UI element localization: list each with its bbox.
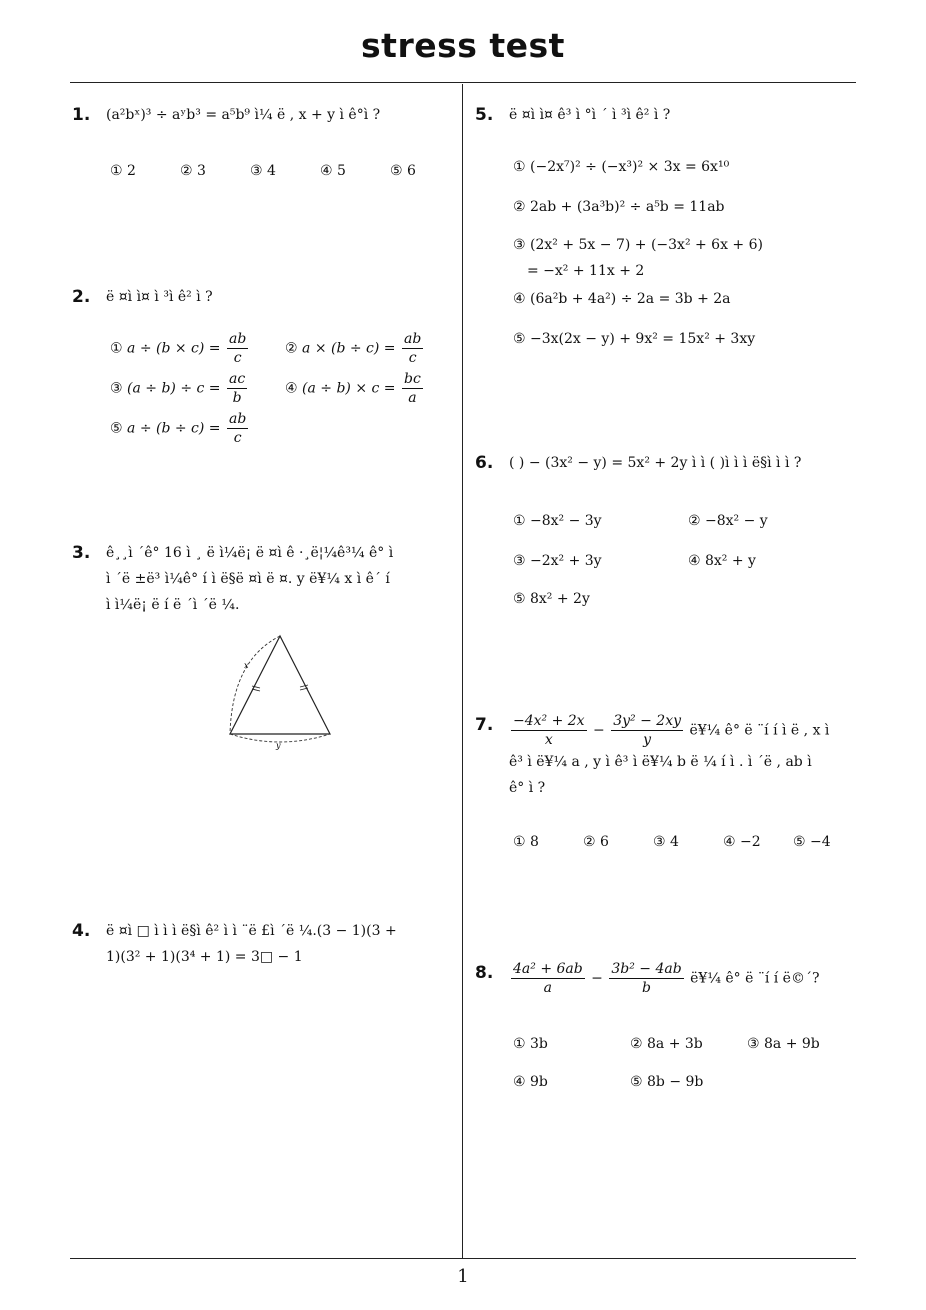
option-mark: ② [285, 340, 298, 357]
frac-num: bc [403, 371, 421, 387]
question-stem-line: ì ì¼ë¡ ë í ë ´ì ´ë ¼. [106, 597, 240, 613]
frac-den: b [642, 980, 651, 996]
page-number: 1 [457, 1266, 469, 1287]
question-5 [475, 102, 855, 354]
top-rule [70, 82, 856, 83]
question-stem: ë ¤ì ì¤ ì ³ì ê² ì ? [106, 289, 213, 305]
question-stem: (a²bˣ)³ ÷ aʸb³ = a⁵b⁹ ì¼ ë , x + y ì ê°ì ? [106, 107, 381, 123]
option-2[interactable]: ② −8x² − y [688, 513, 768, 529]
option-2[interactable] [285, 330, 425, 367]
question-number: 2. [72, 287, 91, 307]
question-number: 6. [475, 453, 494, 473]
option-mark: ④ [285, 380, 298, 397]
question-number: 4. [72, 921, 91, 941]
option-1[interactable]: ① 2 [110, 163, 136, 179]
frac-den: a [543, 980, 553, 996]
option-1[interactable]: ① 8 [513, 834, 539, 850]
frac-den: c [408, 350, 417, 366]
question-stem-line: ê° ì ? [509, 780, 546, 796]
frac-den: c [233, 350, 242, 366]
frac-num: 3b² − 4ab [611, 961, 682, 977]
triangle-figure [222, 630, 342, 750]
side-label: x [244, 661, 249, 670]
question-stem-line: ê³ ì ë¥¼ a , y ì ê³ ì ë¥¼ b ë ¼ í ì . ì ´ë , ab ì [509, 754, 812, 770]
option-2[interactable]: ② 3 [180, 163, 206, 179]
frac-den: x [544, 732, 553, 748]
option-4[interactable]: ④ −2 [723, 834, 761, 850]
question-stem-line: ë ¤ì □ ì ì ì ë§ì ê² ì ì ¨ë £ì ´ë ¼.(3 − 1)(3 + [106, 923, 397, 939]
frac-num: 3y² − 2xy [613, 713, 682, 729]
option-lhs: a ÷ (b ÷ c) = [127, 420, 221, 437]
option-1[interactable] [110, 330, 250, 367]
option-3[interactable] [110, 370, 249, 407]
option-2[interactable]: ② 2ab + (3a³b)² ÷ a⁵b = 11ab [513, 199, 725, 215]
bottom-rule [70, 1258, 856, 1259]
option-5[interactable]: ⑤ 8b − 9b [630, 1074, 704, 1090]
option-lhs: a × (b ÷ c) = [302, 340, 396, 357]
stem-tail: ë¥¼ ê° ë ¨í í ì ë , x ì [689, 722, 830, 739]
option-3-continued: = −x² + 11x + 2 [527, 263, 645, 279]
page-title: stress test [361, 26, 565, 65]
question-stem-line: $\frac{\text{4a² + 6ab}}{a}$ − $\frac{\text{3b² − 4ab}}{b}$ ë¥¼ ê° ë ¨í í ë©´? [513, 961, 820, 996]
option-mark: ⑤ [110, 420, 123, 437]
option-4[interactable]: ④ 9b [513, 1074, 548, 1090]
option-3[interactable]: ③ (2x² + 5x − 7) + (−3x² + 6x + 6) [513, 237, 763, 253]
option-3[interactable]: ③ 8a + 9b [747, 1036, 820, 1052]
question-number: 8. [475, 963, 494, 983]
stem-tail: ë¥¼ ê° ë ¨í í ë©´? [690, 970, 820, 987]
option-2[interactable]: ② 8a + 3b [630, 1036, 703, 1052]
question-number: 1. [72, 105, 91, 125]
question-number: 7. [475, 715, 494, 735]
column-divider [462, 84, 463, 1259]
option-1[interactable]: ① −8x² − 3y [513, 513, 602, 529]
question-3 [72, 540, 452, 750]
question-2 [72, 284, 452, 460]
frac-num: ac [228, 371, 246, 387]
question-stem-line: ì ´ë ±ë³ ì¼ê° í ì ë§ë ¤ì ë ¤. y ë¥¼ x ì ê´ í [106, 571, 390, 587]
frac-den: b [232, 390, 242, 406]
frac-num: ab [403, 331, 422, 347]
frac-num: ab [228, 331, 247, 347]
option-5[interactable]: ⑤ 8x² + 2y [513, 591, 590, 607]
question-6 [475, 450, 855, 628]
option-5[interactable]: ⑤ −3x(2x − y) + 9x² = 15x² + 3xy [513, 331, 756, 347]
frac-num: 4a² + 6ab [513, 961, 583, 977]
option-3[interactable]: ③ −2x² + 3y [513, 553, 602, 569]
option-lhs: (a ÷ b) × c = [302, 380, 396, 397]
question-stem: ë ¤ì ì¤ ê³ ì °ì ´ ì ³ì ê² ì ? [509, 107, 671, 123]
frac-den: c [233, 430, 242, 446]
option-lhs: a ÷ (b × c) = [127, 340, 221, 357]
option-4[interactable]: ④ 5 [320, 163, 346, 179]
option-4[interactable]: ④ (6a²b + 4a²) ÷ 2a = 3b + 2a [513, 291, 731, 307]
option-2[interactable]: ② 6 [583, 834, 609, 850]
option-3[interactable]: ③ 4 [653, 834, 679, 850]
option-lhs: (a ÷ b) ÷ c = [127, 380, 221, 397]
question-stem-line: 1)(3² + 1)(3⁴ + 1) = 3□ − 1 [106, 949, 303, 965]
question-number: 3. [72, 543, 91, 563]
option-mark: ③ [110, 380, 123, 397]
question-stem-line: $\frac{\text{−4x² + 2x}}{x}$ − $\frac{\text{3y² − 2xy}}{y}$ ë¥¼ ê° ë ¨í í ì ë , x ì [513, 713, 830, 748]
option-1[interactable]: ① 3b [513, 1036, 548, 1052]
frac-num: −4x² + 2x [513, 713, 585, 729]
frac-num: ab [228, 411, 247, 427]
question-stem-line: ê¸¸ì ´ê° 16 ì ¸ ë ì¼ë¡ ë ¤ì ê ·¸ë¦¼ê³¼ ê° ì [106, 545, 394, 561]
option-4[interactable] [285, 370, 425, 407]
option-5[interactable]: ⑤ −4 [793, 834, 831, 850]
question-4 [72, 918, 457, 970]
option-1[interactable]: ① (−2x⁷)² ÷ (−x³)² × 3x = 6x¹⁰ [513, 159, 730, 175]
option-5[interactable] [110, 410, 250, 447]
option-4[interactable]: ④ 8x² + y [688, 553, 756, 569]
base-label: y [276, 741, 281, 750]
option-5[interactable]: ⑤ 6 [390, 163, 416, 179]
frac-den: a [408, 390, 417, 406]
option-mark: ① [110, 340, 123, 357]
question-number: 5. [475, 105, 494, 125]
frac-den: y [643, 732, 652, 748]
question-8 [475, 960, 855, 1111]
question-stem: ( ) − (3x² − y) = 5x² + 2y ì ì ( )ì ì ì ë§ì ì ì ? [509, 455, 802, 471]
option-3[interactable]: ③ 4 [250, 163, 276, 179]
question-1 [72, 102, 452, 218]
question-7 [475, 712, 855, 869]
